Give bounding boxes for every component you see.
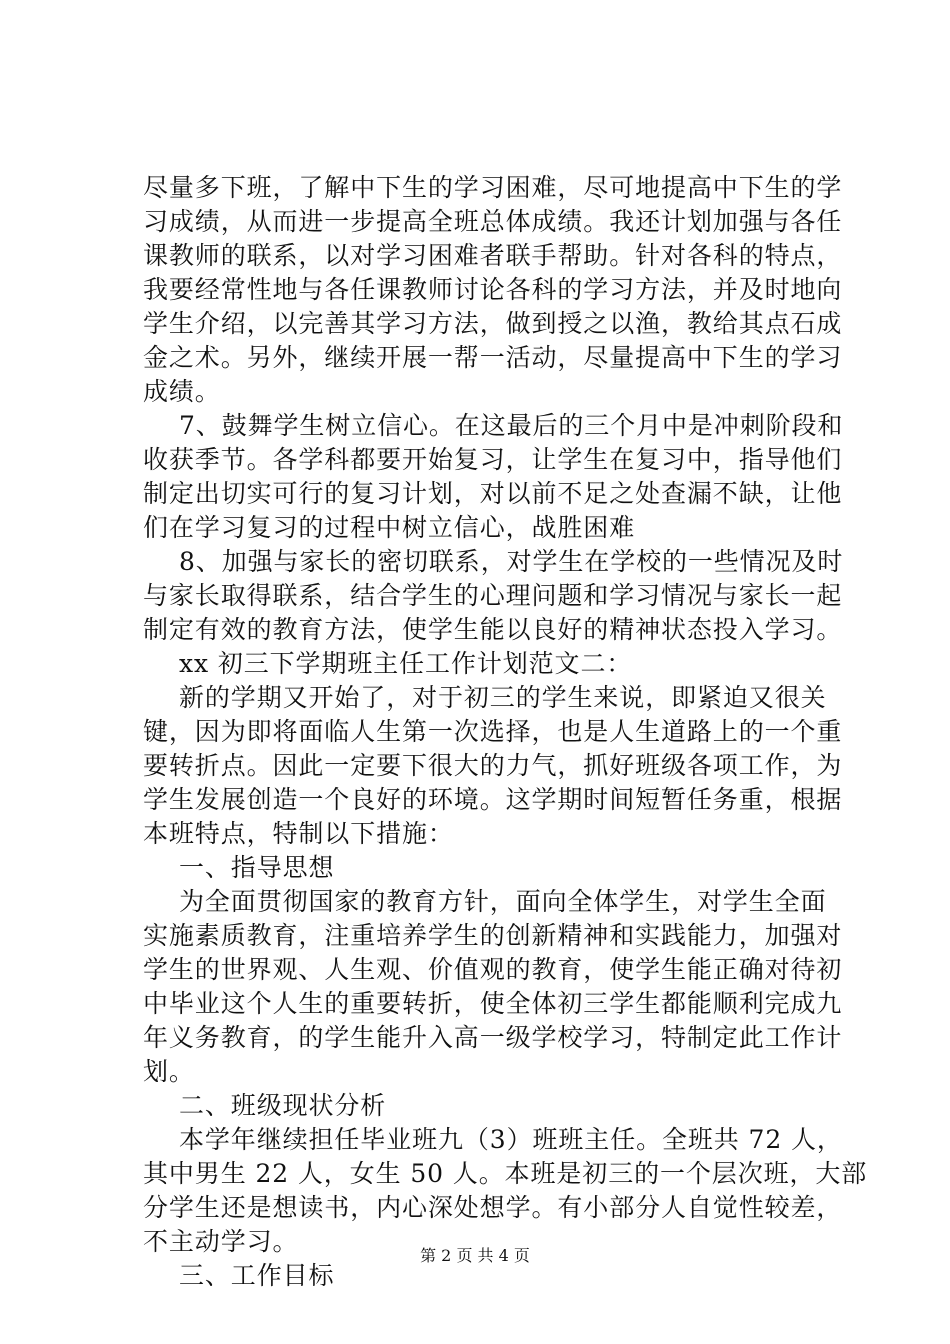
text-line: 课教师的联系，以对学习困难者联手帮助。针对各科的特点， [143, 241, 843, 270]
section-title: xx 初三下学期班主任工作计划范文二： [179, 649, 633, 678]
text-line: 制定出切实可行的复习计划，对以前不足之处查漏不缺，让他 [143, 479, 843, 508]
text-line: 金之术。另外，继续开展一帮一活动，尽量提高中下生的学习 [143, 343, 843, 372]
text-line: 们在学习复习的过程中树立信心，战胜困难 [143, 513, 636, 542]
text-line: 年义务教育，的学生能升入高一级学校学习，特制定此工作计 [143, 1023, 843, 1052]
text-line: 不主动学习。 [143, 1227, 299, 1256]
text-line: 要转折点。因此一定要下很大的力气，抓好班级各项工作，为 [143, 751, 843, 780]
text-line: 成绩。 [143, 377, 221, 406]
text-line: 7、鼓舞学生树立信心。在这最后的三个月中是冲刺阶段和 [179, 411, 844, 440]
text-line: 键，因为即将面临人生第一次选择，也是人生道路上的一个重 [143, 717, 843, 746]
text-line: 习成绩，从而进一步提高全班总体成绩。我还计划加强与各任 [143, 207, 843, 236]
text-line: 本学年继续担任毕业班九（3）班班主任。全班共 72 人， [179, 1125, 843, 1154]
text-line: 学生介绍，以完善其学习方法，做到授之以渔，教给其点石成 [143, 309, 843, 338]
text-line: 中毕业这个人生的重要转折，使全体初三学生都能顺利完成九 [143, 989, 843, 1018]
heading: 二、班级现状分析 [179, 1091, 387, 1120]
heading: 三、工作目标 [179, 1261, 335, 1290]
text-line: 本班特点，特制以下措施： [143, 819, 454, 848]
text-line: 划。 [143, 1057, 195, 1086]
text-line: 我要经常性地与各任课教师讨论各科的学习方法，并及时地向 [143, 275, 843, 304]
page-number-footer: 第 2 页 共 4 页 [420, 1246, 530, 1265]
text-line: 为全面贯彻国家的教育方针，面向全体学生，对学生全面 [179, 887, 827, 916]
heading: 一、指导思想 [179, 853, 335, 882]
text-line: 收获季节。各学科都要开始复习，让学生在复习中，指导他们 [143, 445, 843, 474]
text-line: 学生发展创造一个良好的环境。这学期时间短暂任务重，根据 [143, 785, 843, 814]
text-line: 其中男生 22 人，女生 50 人。本班是初三的一个层次班，大部 [143, 1159, 868, 1188]
text-line: 分学生还是想读书，内心深处想学。有小部分人自觉性较差， [143, 1193, 843, 1222]
text-line: 学生的世界观、人生观、价值观的教育，使学生能正确对待初 [143, 955, 843, 984]
text-line: 新的学期又开始了，对于初三的学生来说，即紧迫又很关 [179, 683, 827, 712]
text-line: 制定有效的教育方法，使学生能以良好的精神状态投入学习。 [143, 615, 843, 644]
text-line: 8、加强与家长的密切联系，对学生在学校的一些情况及时 [179, 547, 844, 576]
text-line: 尽量多下班，了解中下生的学习困难，尽可地提高中下生的学 [143, 173, 843, 202]
document-body [143, 171, 868, 1293]
text-line: 实施素质教育，注重培养学生的创新精神和实践能力，加强对 [143, 921, 843, 950]
text-line: 与家长取得联系，结合学生的心理问题和学习情况与家长一起 [143, 581, 843, 610]
